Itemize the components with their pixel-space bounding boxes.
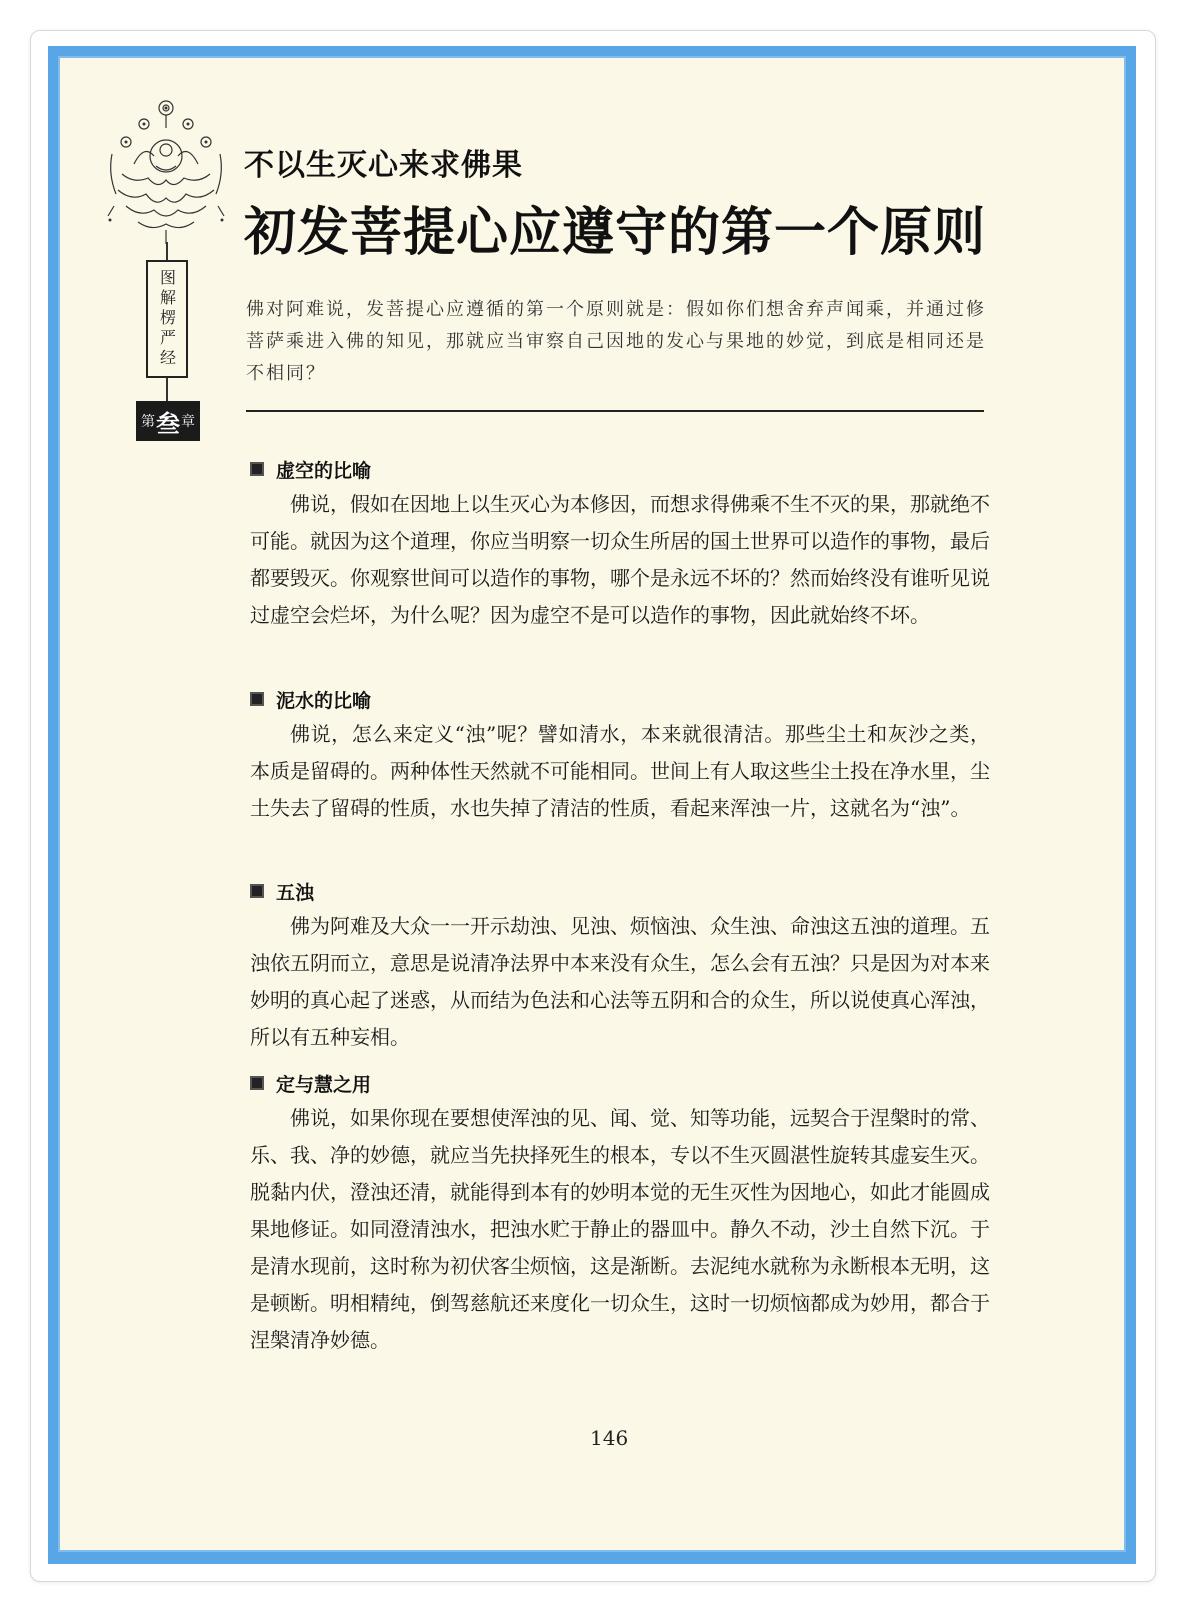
section-heading — [250, 1070, 990, 1096]
buddha-lotus-ornament-icon — [104, 94, 228, 244]
section-void-metaphor — [250, 456, 990, 634]
square-bullet-icon — [250, 692, 264, 706]
section-five-turbidities — [250, 878, 990, 1056]
section-body: 佛说，假如在因地上以生灭心为本修因，而想求得佛乘不生不灭的果，那就绝不可能。就因为这个道理，你应当明察一切众生所居的国土世界可以造作的事物，最后都要毁灭。你观察世间可以造作的事物，哪个是永远不坏的？然而始终没有谁听见说过虚空会烂坏，为什么呢？因为虚空不是可以造作的事物，因此就始终不坏。 — [250, 492, 990, 627]
chapter-suffix: 章 — [181, 414, 195, 430]
section-heading-text: 定与慧之用 — [276, 1073, 372, 1096]
summary-paragraph: 佛对阿难说，发菩提心应遵循的第一个原则就是：假如你们想舍弃声闻乘，并通过修菩萨乘进入佛的知见，那就应当审察自己因地的发心与果地的妙觉，到底是相同还是不相同？ — [246, 299, 986, 384]
square-bullet-icon — [250, 884, 264, 898]
section-heading-text: 虚空的比喻 — [276, 459, 372, 482]
chapter-number: 叁 — [156, 409, 180, 438]
section-heading-text: 五浊 — [276, 881, 315, 904]
square-bullet-icon — [250, 1076, 264, 1090]
book-page — [58, 56, 1126, 1552]
section-heading — [250, 456, 990, 482]
divider — [246, 410, 984, 412]
section-heading — [250, 686, 990, 712]
page-title: 初发菩提心应遵守的第一个原则 — [244, 202, 987, 263]
section-heading — [250, 878, 990, 904]
section-samadhi-prajna — [250, 1070, 990, 1359]
square-bullet-icon — [250, 462, 264, 476]
section-body: 佛为阿难及大众一一开示劫浊、见浊、烦恼浊、众生浊、命浊这五浊的道理。五浊依五阴而立，意思是说清净法界中本来没有众生，怎么会有五浊？只是因为对本来妙明的真心起了迷惑，从而结为色法和心法等五阴和合的众生，所以说使真心浑浊，所以有五种妄相。 — [250, 914, 990, 1049]
book-title-vertical — [146, 260, 188, 378]
page-subtitle: 不以生灭心来求佛果 — [244, 148, 523, 183]
chapter-prefix: 第 — [141, 414, 155, 430]
connector-line — [166, 242, 168, 262]
book-title-text: 图解楞严经 — [157, 269, 177, 369]
section-body: 佛说，怎么来定义“浊”呢？譬如清水，本来就很清洁。那些尘土和灰沙之类，本质是留碍的。两种体性天然就不可能相同。世间上有人取这些尘土投在净水里，尘土失去了留碍的性质，水也失掉了清洁的性质，看起来浑浊一片，这就名为“浊”。 — [250, 722, 990, 820]
section-muddy-water-metaphor — [250, 686, 990, 827]
chapter-badge — [136, 401, 200, 441]
section-body: 佛说，如果你现在要想使浑浊的见、闻、觉、知等功能，远契合于涅槃时的常、乐、我、净的妙德，就应当先抉择死生的根本，专以不生灭圆湛性旋转其虚妄生灭。脱黏内伏，澄浊还清，就能得到本有的妙明本觉的无生灭性为因地心，如此才能圆成果地修证。如同澄清浊水，把浊水贮于静止的器皿中。静久不动，沙土自然下沉。于是清水现前，这时称为初伏客尘烦恼，这是渐断。去泥纯水就称为永断根本无明，这是顿断。明相精纯，倒驾慈航还来度化一切众生，这时一切烦恼都成为妙用，都合于涅槃清净妙德。 — [250, 1106, 990, 1352]
page-number: 146 — [590, 1426, 629, 1450]
section-heading-text: 泥水的比喻 — [276, 689, 372, 712]
connector-line — [166, 378, 168, 402]
